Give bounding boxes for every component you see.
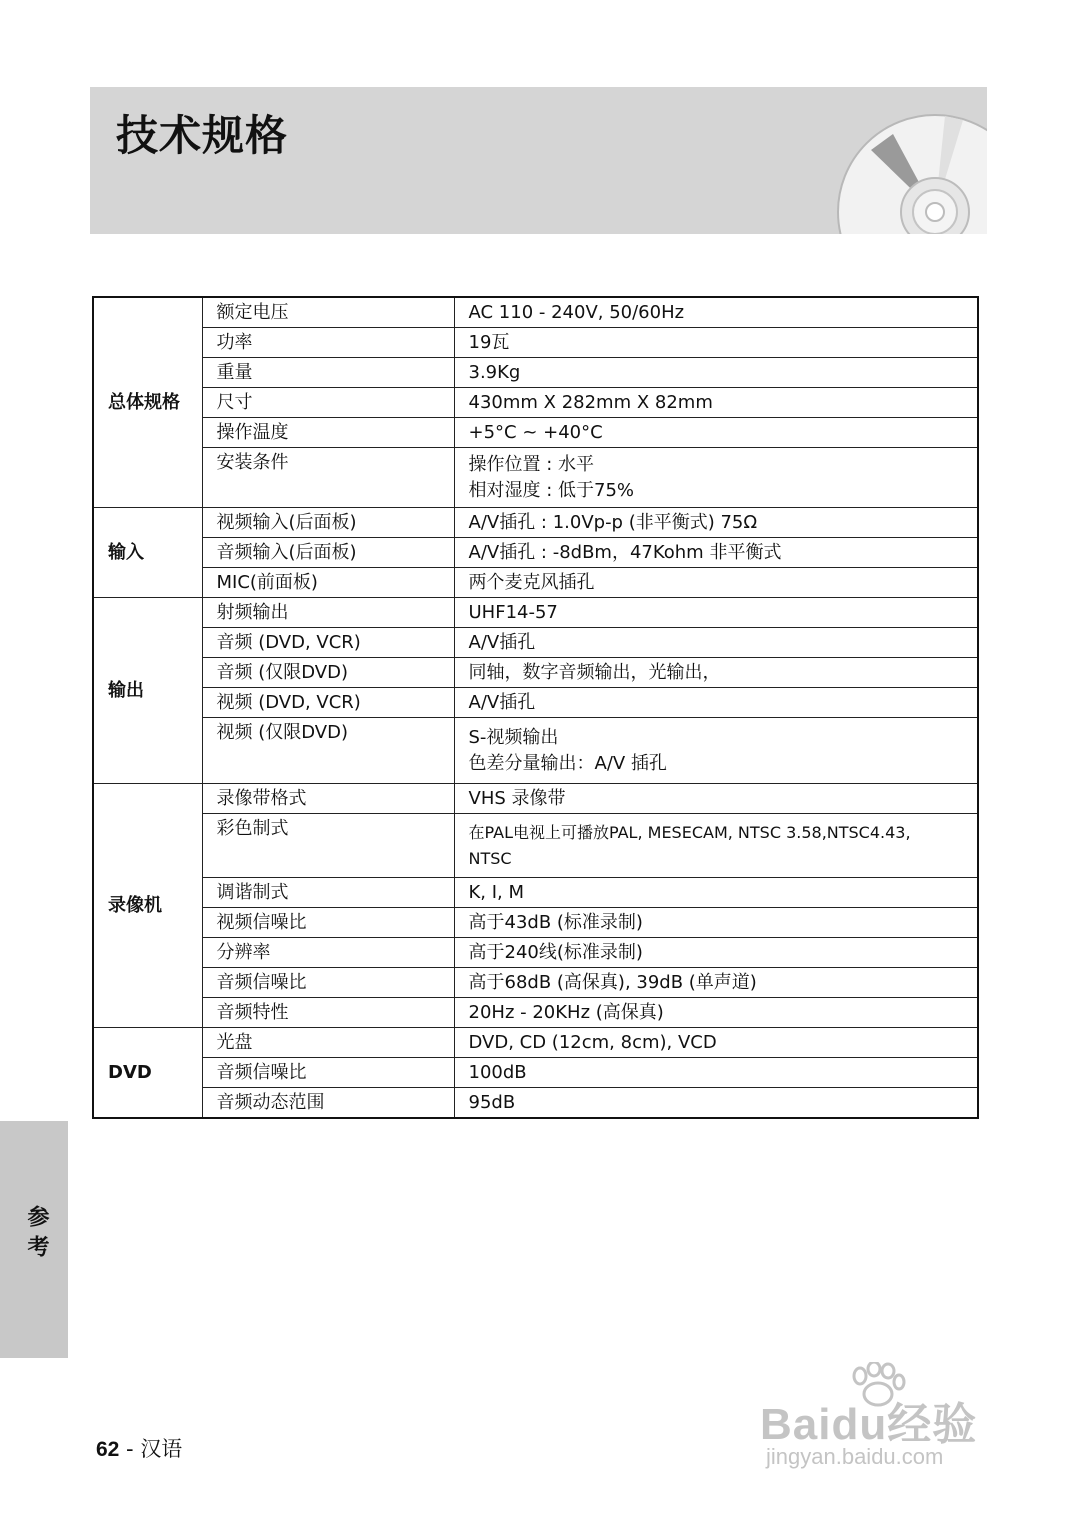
table-row bbox=[93, 297, 978, 328]
spec-name: 音频特性 bbox=[202, 998, 454, 1028]
table-row bbox=[93, 628, 978, 658]
spec-name: 音频信噪比 bbox=[202, 968, 454, 998]
spec-name: 分辨率 bbox=[202, 938, 454, 968]
spec-value: VHS 录像带 bbox=[454, 784, 978, 814]
spec-value: A/V插孔 bbox=[454, 628, 978, 658]
spec-value bbox=[454, 814, 978, 878]
table-row bbox=[93, 998, 978, 1028]
spec-name: 音频 (DVD, VCR) bbox=[202, 628, 454, 658]
spec-name: 安装条件 bbox=[202, 448, 454, 508]
table-row bbox=[93, 358, 978, 388]
spec-value bbox=[454, 448, 978, 508]
watermark bbox=[760, 1362, 1020, 1482]
spec-value: DVD, CD (12cm, 8cm), VCD bbox=[454, 1028, 978, 1058]
watermark-url: jingyan.baidu.com bbox=[766, 1444, 944, 1469]
table-row bbox=[93, 938, 978, 968]
page-number: 62 bbox=[96, 1438, 120, 1461]
spec-value: 两个麦克风插孔 bbox=[454, 568, 978, 598]
disc-icon bbox=[835, 112, 987, 234]
spec-name: 光盘 bbox=[202, 1028, 454, 1058]
table-row bbox=[93, 538, 978, 568]
spec-value: 430mm X 282mm X 82mm bbox=[454, 388, 978, 418]
spec-name: 视频输入(后面板) bbox=[202, 508, 454, 538]
spec-value: 高于43dB (标准录制) bbox=[454, 908, 978, 938]
spec-value-line: S-视频输出 bbox=[468, 726, 559, 748]
header-band bbox=[90, 87, 987, 234]
page-footer bbox=[96, 1433, 182, 1463]
spec-name: 重量 bbox=[202, 358, 454, 388]
spec-value: 19瓦 bbox=[454, 328, 978, 358]
table-row bbox=[93, 878, 978, 908]
spec-value: 高于240线(标准录制) bbox=[454, 938, 978, 968]
table-row bbox=[93, 1088, 978, 1119]
spec-name: 视频 (DVD, VCR) bbox=[202, 688, 454, 718]
spec-group-label: 输入 bbox=[93, 508, 202, 598]
table-row bbox=[93, 968, 978, 998]
spec-name: MIC(前面板) bbox=[202, 568, 454, 598]
spec-name: 射频输出 bbox=[202, 598, 454, 628]
spec-name: 额定电压 bbox=[202, 297, 454, 328]
spec-group-label: 输出 bbox=[93, 598, 202, 784]
table-row bbox=[93, 328, 978, 358]
spec-value: AC 110 - 240V, 50/60Hz bbox=[454, 297, 978, 328]
spec-value: 3.9Kg bbox=[454, 358, 978, 388]
spec-name: 彩色制式 bbox=[202, 814, 454, 878]
spec-value bbox=[454, 718, 978, 784]
spec-name: 视频信噪比 bbox=[202, 908, 454, 938]
table-row bbox=[93, 448, 978, 508]
table-row bbox=[93, 1058, 978, 1088]
table-row bbox=[93, 688, 978, 718]
table-row bbox=[93, 814, 978, 878]
spec-name: 尺寸 bbox=[202, 388, 454, 418]
table-row bbox=[93, 418, 978, 448]
spec-name: 音频输入(后面板) bbox=[202, 538, 454, 568]
spec-name: 功率 bbox=[202, 328, 454, 358]
spec-value: A/V插孔 bbox=[454, 688, 978, 718]
page-separator: - bbox=[126, 1437, 134, 1461]
spec-value: A/V插孔 : 1.0Vp-p (非平衡式) 75Ω bbox=[454, 508, 978, 538]
table-row bbox=[93, 718, 978, 784]
spec-group-label: DVD bbox=[93, 1028, 202, 1119]
spec-value: 20Hz - 20KHz (高保真) bbox=[454, 998, 978, 1028]
spec-name: 音频动态范围 bbox=[202, 1088, 454, 1119]
table-row bbox=[93, 1028, 978, 1058]
table-row bbox=[93, 568, 978, 598]
spec-value-line: 相对湿度 : 低于75% bbox=[468, 479, 635, 501]
spec-value-line: NTSC bbox=[468, 848, 512, 868]
spec-value: 同轴，数字音频输出，光输出， bbox=[454, 658, 978, 688]
watermark-logo: Baidu经验 bbox=[760, 1400, 978, 1449]
page-title: 技术规格 bbox=[116, 111, 289, 160]
spec-name: 调谐制式 bbox=[202, 878, 454, 908]
table-row bbox=[93, 388, 978, 418]
spec-table bbox=[92, 296, 979, 1119]
spec-value: 高于68dB (高保真), 39dB (单声道) bbox=[454, 968, 978, 998]
table-row bbox=[93, 784, 978, 814]
spec-value: K, I, M bbox=[454, 878, 978, 908]
spec-group-label: 录像机 bbox=[93, 784, 202, 1028]
table-row bbox=[93, 908, 978, 938]
spec-value: UHF14-57 bbox=[454, 598, 978, 628]
spec-group-label: 总体规格 bbox=[93, 297, 202, 508]
spec-name: 音频 (仅限DVD) bbox=[202, 658, 454, 688]
table-row bbox=[93, 658, 978, 688]
spec-value: 100dB bbox=[454, 1058, 978, 1088]
spec-value-line: 在PAL电视上可播放PAL, MESECAM, NTSC 3.58,NTSC4.43, bbox=[468, 822, 911, 842]
spec-value: A/V插孔 : -8dBm，47Kohm 非平衡式 bbox=[454, 538, 978, 568]
spec-name: 录像带格式 bbox=[202, 784, 454, 814]
side-tab-label: 参考 bbox=[24, 1205, 49, 1265]
page-language: 汉语 bbox=[140, 1437, 183, 1461]
table-row bbox=[93, 598, 978, 628]
spec-name: 操作温度 bbox=[202, 418, 454, 448]
spec-name: 音频信噪比 bbox=[202, 1058, 454, 1088]
table-row bbox=[93, 508, 978, 538]
spec-value: +5°C ~ +40°C bbox=[454, 418, 978, 448]
spec-value-line: 色差分量输出：A/V 插孔 bbox=[468, 752, 667, 774]
spec-name: 视频 (仅限DVD) bbox=[202, 718, 454, 784]
spec-value: 95dB bbox=[454, 1088, 978, 1119]
spec-value-line: 操作位置 : 水平 bbox=[468, 453, 595, 475]
